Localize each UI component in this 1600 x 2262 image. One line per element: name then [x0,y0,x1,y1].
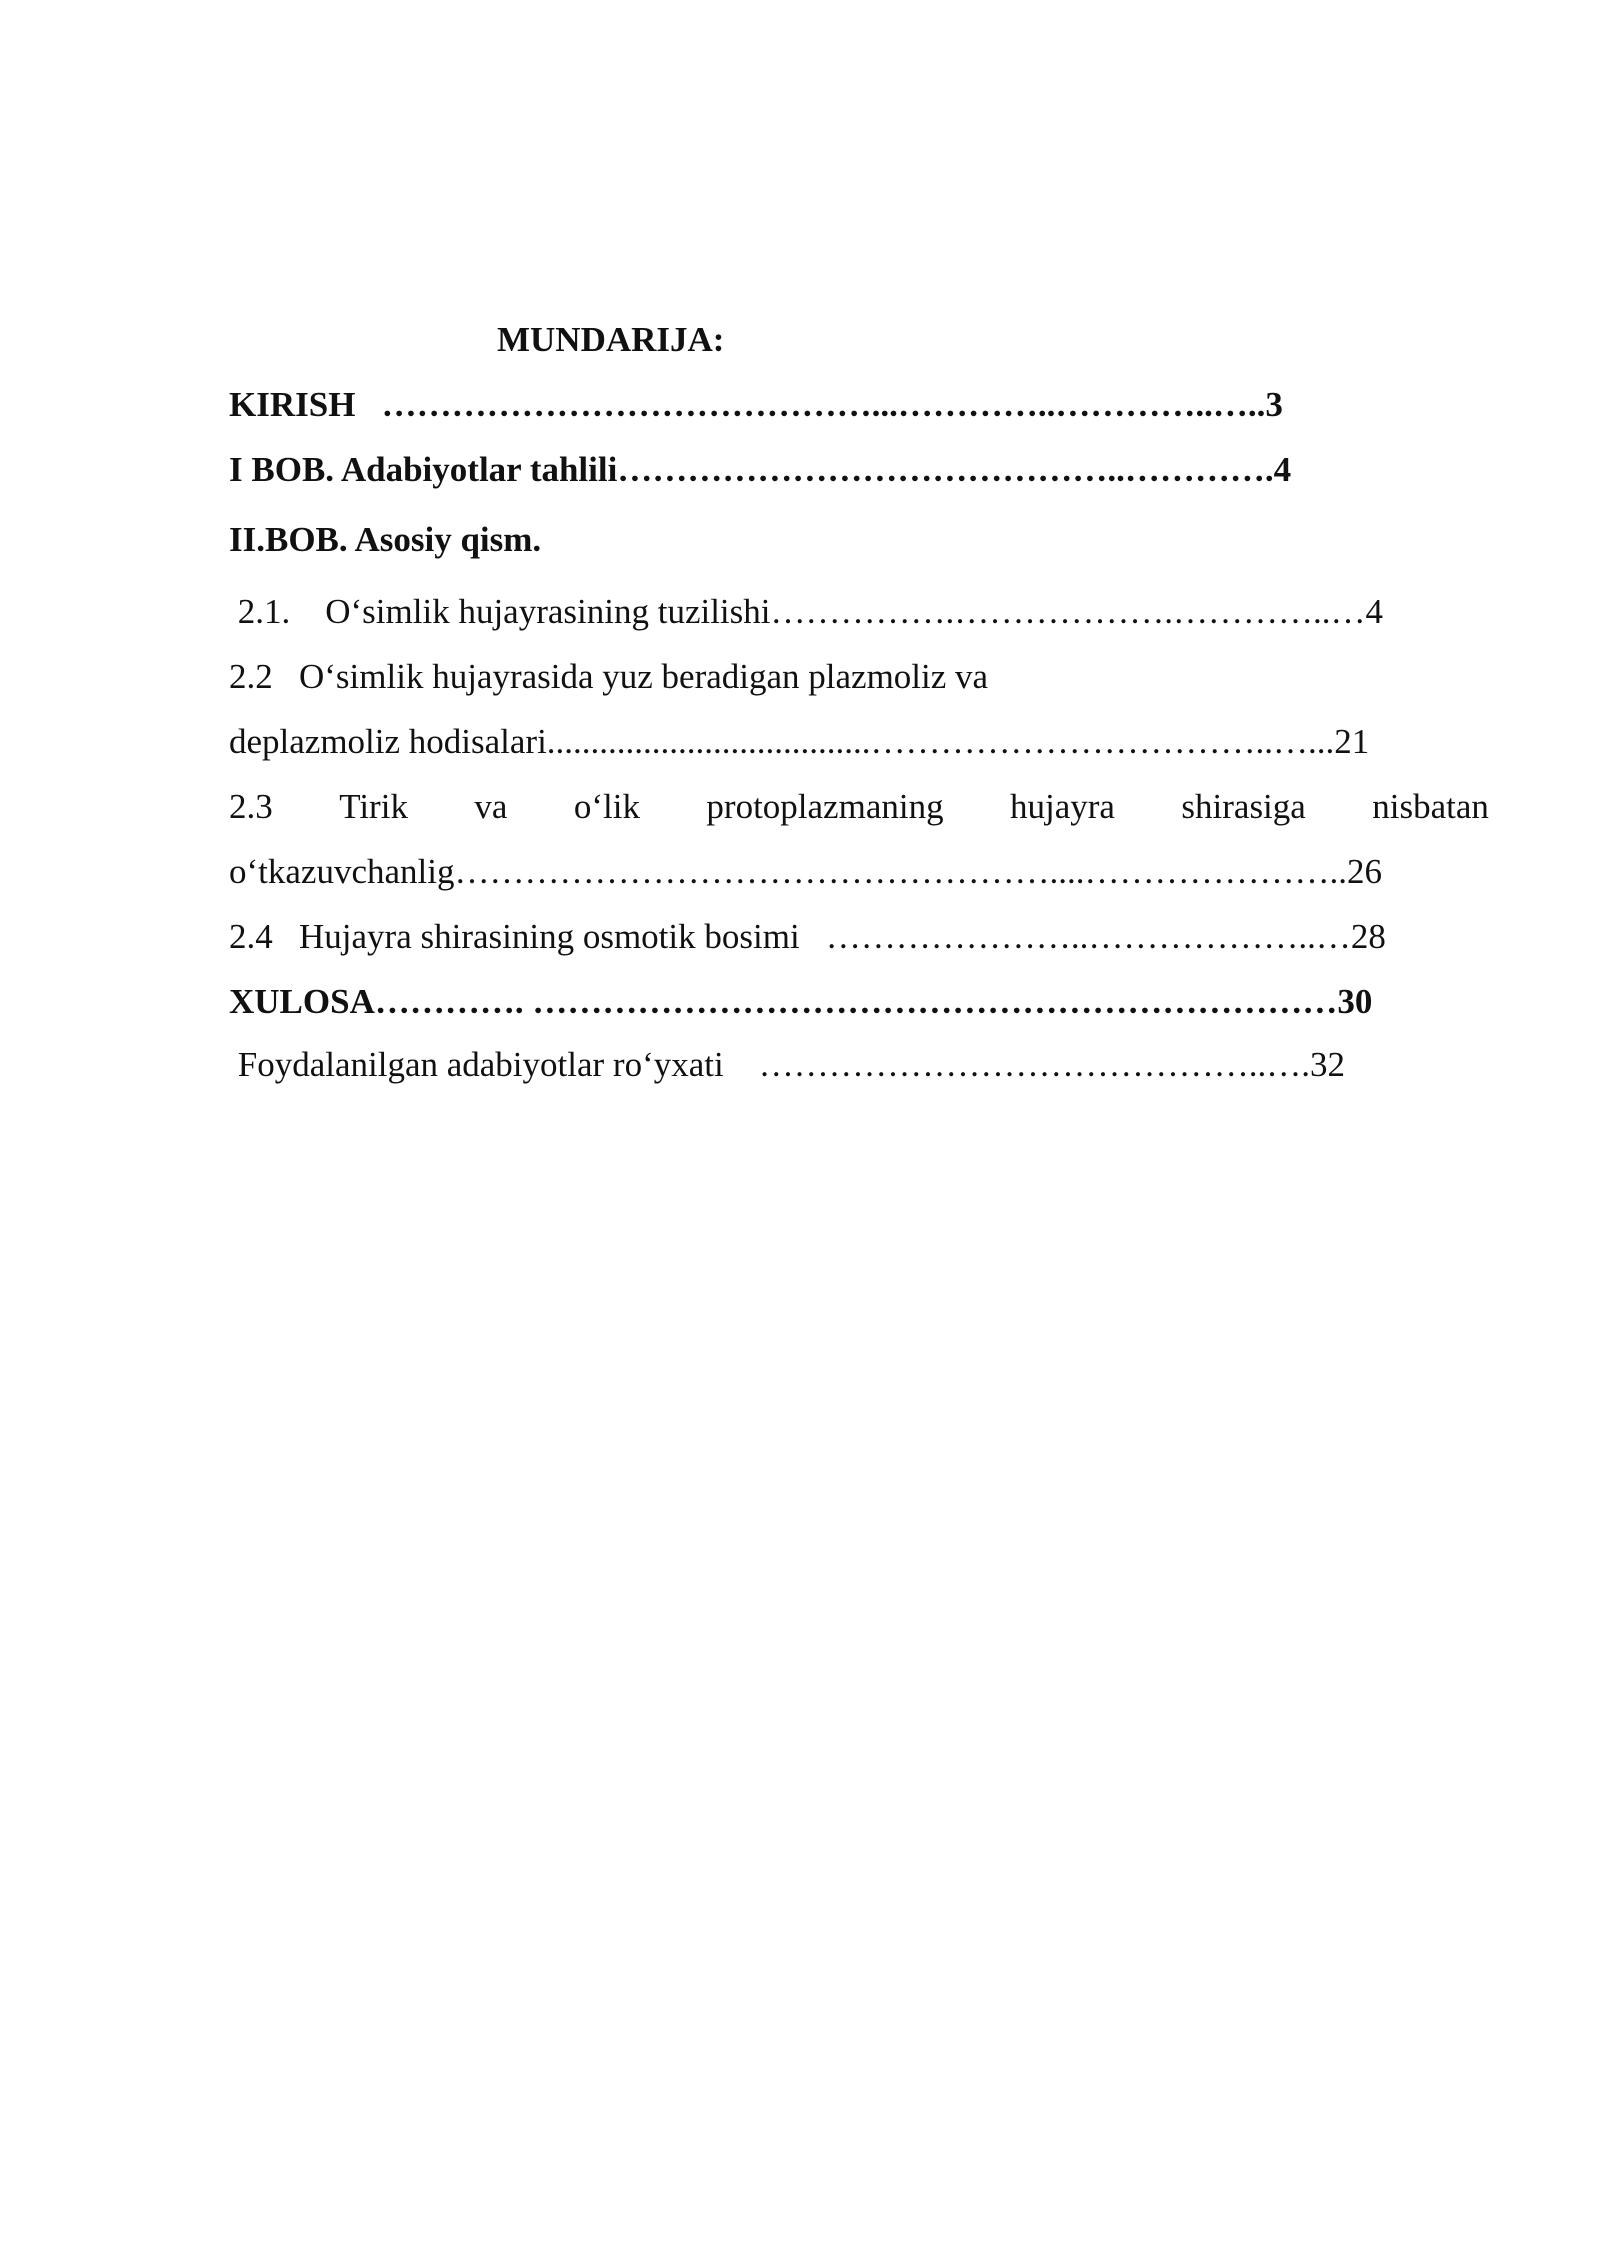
toc-word: 2.3 [229,787,273,826]
toc-entry-section-2-3-line-2: o‘tkazuvchanlig……………………………………………....…………………..26 [229,852,1382,891]
toc-word: nisbatan [1372,787,1489,826]
toc-word: protoplazmaning [706,787,944,826]
toc-entry-section-2-2-line-2: deplazmoliz hodisalari.....................................……………………………..…...21 [229,722,1370,761]
toc-entry-section-2-4: 2.4 Hujayra shirasining osmotik bosimi …………………..………………..…28 [229,917,1386,956]
toc-entry-chapter-2: II.BOB. Asosiy qism. [229,520,542,559]
toc-entry-kirish: KIRISH ……………………………………...…………..…………..…..3 [229,385,1283,424]
page-title: MUNDARIJA: [497,320,725,359]
toc-word: o‘lik [573,787,640,826]
toc-entry-section-2-2-line-1: 2.2 O‘simlik hujayrasida yuz beradigan plazmoliz va [229,657,989,696]
toc-entry-section-2-1: 2.1. O‘simlik hujayrasining tuzilishi…………….……………….…………..…4 [229,592,1383,631]
toc-entry-section-2-3-line-1 [229,785,1489,829]
toc-entry-xulosa: XULOSA…………. ……………………………………………………………30 [229,982,1373,1021]
toc-word: va [474,787,508,826]
toc-word: hujayra [1010,787,1115,826]
toc-word: shirasiga [1181,787,1306,826]
toc-entry-references: Foydalanilgan adabiyotlar ro‘yxati ……………………………………..….32 [229,1045,1345,1084]
toc-entry-chapter-1: I BOB. Adabiyotlar tahlili……………………………………..………….4 [229,450,1292,489]
toc-word: Tirik [339,787,408,826]
